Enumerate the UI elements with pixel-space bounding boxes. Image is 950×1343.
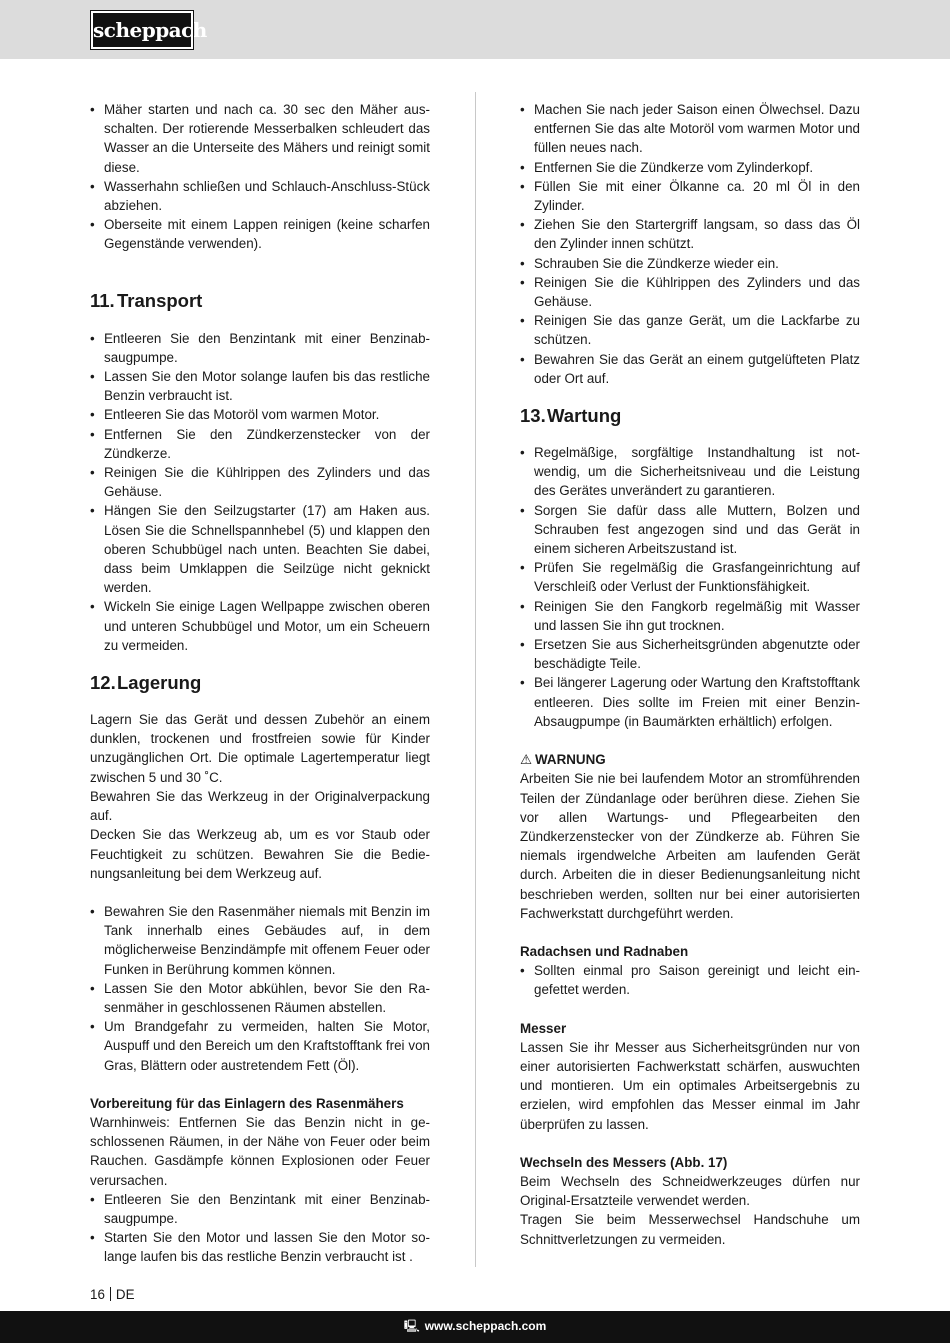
section-heading-transport: 11. Transport <box>90 289 203 311</box>
subheading-messer: Messer <box>520 1020 567 1036</box>
page-number: 16 DE <box>90 1287 135 1302</box>
list-item: • Machen Sie nach jeder Saison einen Ölwechsel. Dazu entfernen Sie das alte Motoröl vom warmen Motor und füllen neues nach. <box>520 100 860 158</box>
right-column <box>520 100 860 1249</box>
list-item: • Regelmäßige, sorgfältige Instandhaltung ist notwendig, um die Sicherheitsniveau und die Leistung des Gerätes unverändert zu garantieren. <box>520 443 860 501</box>
cleaning-list <box>90 100 430 254</box>
list-item: • Hängen Sie den Seilzugstarter (17) am Haken aus. Lösen Sie die Schnellspannhebel (5) und klappen den oberen Schubbügel nach unten. Beachten Sie dabei, dass beim Umklappen die Seilzüge nicht geknickt werden. <box>90 501 430 597</box>
left-column <box>90 100 430 1267</box>
list-item: • Entfernen Sie den Zündkerzenstecker von der Zündkerze. <box>90 425 430 463</box>
list-item: • Wickeln Sie einige Lagen Wellpappe zwischen oberen und unteren Schubbügel und Motor, um ein Scheuern zu vermeiden. <box>90 597 430 655</box>
lagerung-paragraph: Bewahren Sie das Werkzeug in der Originalverpackung auf. <box>90 788 430 824</box>
list-item: • Entleeren Sie das Motoröl vom warmen Motor. <box>90 405 430 424</box>
computer-icon: 🖳 <box>403 1319 420 1333</box>
lagerung-paragraph: Lagern Sie das Gerät und dessen Zubehör an einem dunklen, trockenen und frostfreien sowie für Kinder unzugänglichen Ort. Die optimale Lagertemperatur liegt zwischen 5 und 30 ˚C. <box>90 712 430 785</box>
subheading-radachsen: Radachsen und Radnaben <box>520 943 689 959</box>
page-header <box>0 0 950 59</box>
warning-paragraph: Arbeiten Sie nie bei laufendem Motor an stromführenden Teilen der Zündanlage oder berühren diese. Ziehen Sie vor allen Wartungs- und Pflegearbeiten den Zündkerzenstecker von der Zündkerze ab. Führen Sie niemals irgendwelche Arbeiten am laufenden Gerät durch. Arbeiten die in dieser Bedienungsanleitung nicht beschrieben werden, sollten nur bei einer autorisierten Fachwerkstatt durchgeführt werden. <box>520 771 860 921</box>
column-divider <box>475 92 476 1267</box>
wechseln-paragraph: Beim Wechseln des Schneidwerkzeuges dürfen nur Original-Ersatzteile verwendet werden. <box>520 1173 860 1209</box>
list-item: • Entfernen Sie die Zündkerze vom Zylinderkopf. <box>520 158 860 177</box>
messer-paragraph: Lassen Sie ihr Messer aus Sicherheitsgründen nur von einer autorisierten Fachwerkstatt schärfen, auswuchten und montieren. Um ein optimales Arbeitsergebnis zu erzielen, wird empfohlen das Messer einmal im Jahr überprüfen zu lassen. <box>520 1039 860 1132</box>
section-heading-wartung: 13.Wartung <box>520 405 622 427</box>
lagerung-list <box>90 902 430 1075</box>
list-item: • Reinigen Sie den Fangkorb regelmäßig mit Wasser und lassen Sie ihn gut trocknen. <box>520 597 860 635</box>
website-link[interactable]: www.scheppach.com <box>424 1319 547 1333</box>
list-item: • Füllen Sie mit einer Ölkanne ca. 20 ml Öl in den Zylinder. <box>520 177 860 215</box>
page-footer <box>0 1311 950 1343</box>
list-item: • Entleeren Sie den Benzintank mit einer Benzinabsaugpumpe. <box>90 329 430 367</box>
warning-triangle-icon: ⚠ <box>520 752 533 768</box>
list-item: • Mäher starten und nach ca. 30 sec den Mäher ausschalten. Der rotierende Messerbalken schleudert das Wasser an die Unterseite des Mähers und reinigt somit diese. <box>90 100 430 177</box>
list-item: • Reinigen Sie die Kühlrippen des Zylinders und das Gehäuse. <box>90 463 430 501</box>
list-item: • Sorgen Sie dafür dass alle Muttern, Bolzen und Schrauben fest angezogen sind und das Gerät in einem sicheren Arbeitszustand ist. <box>520 501 860 559</box>
list-item: • Starten Sie den Motor und lassen Sie den Motor solange laufen bis das restliche Benzin verbraucht ist . <box>90 1228 430 1266</box>
lagerung-paragraph: Decken Sie das Werkzeug ab, um es vor Staub oder Feuchtigkeit zu schützen. Bewahren Sie die Bedienungsanleitung bei dem Werkzeug auf. <box>90 827 430 881</box>
warning-heading: ⚠ WARNUNG <box>520 752 606 768</box>
wechseln-paragraph: Tragen Sie beim Messerwechsel Handschuhe um Schnittverletzungen zu vermeiden. <box>520 1212 860 1247</box>
list-item: • Reinigen Sie das ganze Gerät, um die Lackfarbe zu schützen. <box>520 311 860 349</box>
transport-list <box>90 329 430 655</box>
list-item: • Bei längerer Lagerung oder Wartung den Kraftstofftank entleeren. Dies sollte im Freien mit einer Benzin-Absaugpumpe (in Baumärkten erhältlich) erfolgen. <box>520 673 860 731</box>
scheppach-logo: scheppach <box>91 11 193 49</box>
list-item: • Ersetzen Sie aus Sicherheitsgründen abgenutzte oder beschädigte Teile. <box>520 635 860 673</box>
vorbereitung-list <box>90 1190 430 1267</box>
subheading-wechseln: Wechseln des Messers (Abb. 17) <box>520 1154 728 1170</box>
list-item: • Um Brandgefahr zu vermeiden, halten Sie Motor, Auspuff und den Bereich um den Kraftstofftank frei von Gras, Blättern oder austretendem Fett (Öl). <box>90 1017 430 1075</box>
list-item: • Schrauben Sie die Zündkerze wieder ein. <box>520 254 860 273</box>
list-item: • Lassen Sie den Motor solange laufen bis das restliche Benzin verbraucht ist. <box>90 367 430 405</box>
radachsen-list <box>520 961 860 999</box>
list-item: • Bewahren Sie das Gerät an einem gutgelüfteten Platz oder Ort auf. <box>520 350 860 388</box>
list-item: • Oberseite mit einem Lappen reinigen (keine scharfen Gegenstände verwenden). <box>90 215 430 253</box>
section-heading-lagerung: 12.Lagerung <box>90 672 202 694</box>
list-item: • Prüfen Sie regelmäßig die Grasfangeinrichtung auf Verschleiß oder Verlust der Funktionsfähigkeit. <box>520 558 860 596</box>
list-item: • Bewahren Sie den Rasenmäher niemals mit Benzin im Tank innerhalb eines Gebäudes auf, in dem möglicherweise Benzindämpfe mit offenem Feuer oder Funken in Berührung kommen können. <box>90 902 430 979</box>
list-item: • Entleeren Sie den Benzintank mit einer Benzinabsaugpumpe. <box>90 1190 430 1228</box>
storage-prep-list <box>520 100 860 388</box>
subheading-vorbereitung: Vorbereitung für das Einlagern des Rasenmähers <box>90 1095 404 1111</box>
vorbereitung-paragraph: Warnhinweis: Entfernen Sie das Benzin nicht in geschlossenen Räumen, in der Nähe von Feuer oder beim Rauchen. Gasdämpfe können Explosionen oder Feuer verursachen. <box>90 1114 430 1188</box>
list-item: • Lassen Sie den Motor abkühlen, bevor Sie den Rasenmäher in geschlossenen Räumen abstellen. <box>90 979 430 1017</box>
list-item: • Ziehen Sie den Startergriff langsam, so dass das Öl den Zylinder innen schützt. <box>520 215 860 253</box>
list-item: • Wasserhahn schließen und Schlauch-Anschluss-Stück abziehen. <box>90 177 430 215</box>
list-item: • Sollten einmal pro Saison gereinigt und leicht eingefettet werden. <box>520 961 860 999</box>
list-item: • Reinigen Sie die Kühlrippen des Zylinders und das Gehäuse. <box>520 273 860 311</box>
wartung-list <box>520 443 860 731</box>
